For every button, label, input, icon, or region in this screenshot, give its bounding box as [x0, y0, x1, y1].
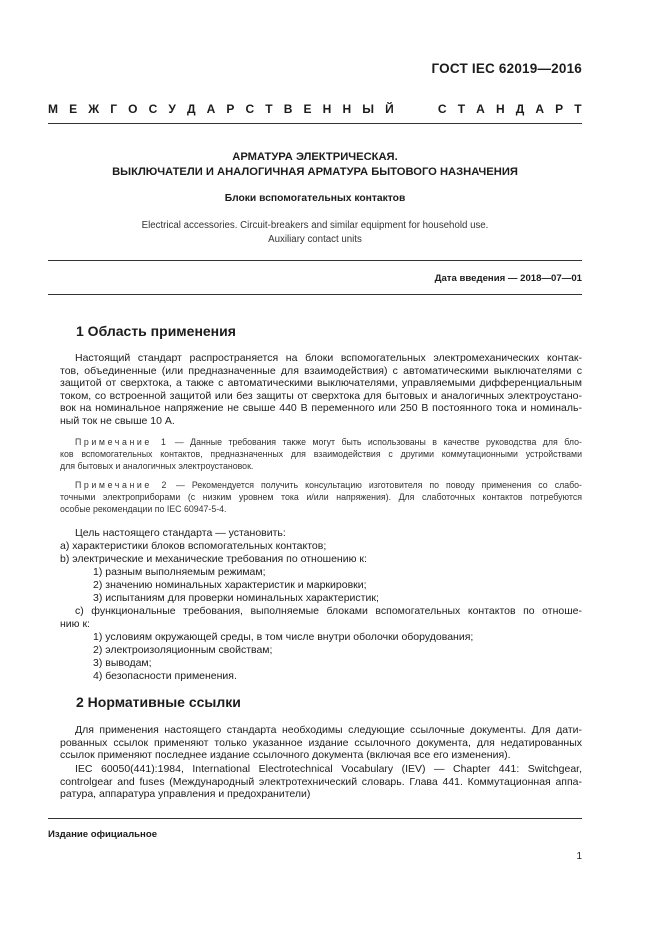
note-2 [60, 479, 582, 515]
english-title [48, 219, 582, 246]
standard-code: ГОСТ IEC 62019—2016 [431, 61, 582, 76]
banner-letter: Н [322, 102, 332, 116]
text-line: ный ток не свыше 10 А. [60, 414, 175, 427]
list-item-c4: 4) безопасности применения. [93, 670, 237, 682]
text-line: ссылок применяют последнее издание ссылочного документа (включая все его изменения). [60, 749, 511, 761]
banner-letter: А [206, 102, 216, 116]
text-line: controlgear and fuses (Международный электротехнический словарь. Глава 441. Коммутационная аппа- [60, 775, 582, 788]
official-edition-label: Издание официальное [48, 829, 158, 840]
text-line: защитой от сверхтока, а также с автоматическими выключателями, управляемыми дифференциальным [60, 377, 582, 389]
introduction-date: Дата введения — 2018—07—01 [434, 273, 582, 284]
text-line: Настоящий стандарт распространяется на блоки вспомогательных электромеханических контак- [75, 352, 582, 364]
text-line: тов, объединенные (или предназначенные для взаимодействия) с автоматическими выключателями с [60, 364, 582, 377]
banner-letter: Й [385, 102, 394, 116]
list-item-b2: 2) значению номинальных характеристик и маркировки; [93, 579, 367, 591]
banner-letter: А [535, 102, 545, 116]
banner-letter: Ы [362, 102, 374, 116]
banner-letter: С [437, 102, 447, 116]
section-2-heading: 2 Нормативные ссылки [76, 694, 241, 710]
list-item-c1: 1) условиям окружающей среды, в том числе внутри оболочки оборудования; [93, 631, 474, 643]
text-line: особые рекомендации по IEC 60947-5-4. [60, 504, 227, 514]
banner-letter: У [168, 102, 176, 116]
banner-letter: Т [265, 102, 273, 116]
banner-letter: Д [186, 102, 196, 116]
header-rule [48, 123, 582, 124]
note-1 [60, 436, 582, 472]
document-title [48, 150, 582, 179]
banner-letter: Г [110, 102, 118, 116]
page-number: 1 [576, 851, 582, 862]
note-label: Примечание 2 [75, 480, 170, 490]
list-item-b3: 3) испытаниям для проверки номинальных характеристик; [93, 592, 379, 604]
text-line: ратура, аппаратура управления и предохранители) [60, 788, 311, 800]
date-rule [48, 294, 582, 295]
section-2-paragraph [60, 724, 582, 762]
banner-letter: А [476, 102, 485, 116]
reference-iec-60050 [60, 763, 582, 801]
banner-letter: Т [457, 102, 466, 116]
text-line [60, 479, 582, 491]
text-line: Для применения настоящего стандарта необходимы следующие ссылочные документы. Для дати- [75, 724, 582, 736]
text-line: c) функциональные требования, выполняемые блоками вспомогательных контактов по отноше- [75, 605, 582, 617]
note-label: Примечание 1 [75, 437, 169, 447]
banner-letter: Т [574, 102, 582, 116]
banner-letter: М [48, 102, 58, 116]
list-item-b1: 1) разным выполняемым режимам; [93, 566, 266, 578]
english-title-line-2: Auxiliary contact units [268, 233, 362, 245]
note-text: — Рекомендуется получить консультацию изготовителя по поводу применения со слабо- [169, 480, 582, 490]
title-line-2: ВЫКЛЮЧАТЕЛИ И АНАЛОГИЧНАЯ АРМАТУРА БЫТОВОГО НАЗНАЧЕНИЯ [112, 165, 518, 178]
banner-letter: Н [342, 102, 352, 116]
section-1-heading: 1 Область применения [76, 323, 236, 339]
document-subtitle: Блоки вспомогательных контактов [224, 193, 406, 204]
text-line: ков вспомогательных контактов, предназначенных для взаимодействия с другими коммутационными устройствами [60, 449, 582, 459]
text-line: точными электроприборами (с низким уровнем тока и/или напряжения). Для слаботочных контактов потребуются [60, 492, 582, 502]
banner-letter: С [148, 102, 158, 116]
list-item-c [60, 605, 582, 630]
title-rule [48, 260, 582, 261]
banner-letter: Р [226, 102, 235, 116]
text-line: вок на номинальное напряжение не свыше 440 В переменного или 250 В постоянного тока и номиналь- [60, 402, 582, 414]
note-text: — Данные требования также могут быть использованы в качестве руководства для бло- [168, 437, 582, 447]
text-line: током, со встроенной защитой или без защиты от сверхтока для бытовых и аналогичных электроустано- [60, 389, 582, 402]
purpose-intro: Цель настоящего стандарта — установить: [75, 527, 286, 539]
text-line: IEC 60050(441):1984, International Electrotechnical Vocabulary (IEV) — Chapter 441: Switchgear, [75, 763, 582, 775]
list-item-c2: 2) электроизоляционным свойствам; [93, 644, 273, 656]
banner-letter: Р [555, 102, 564, 116]
banner-letter: Д [515, 102, 525, 116]
list-item-b: b) электрические и механические требования по отношению к: [60, 553, 367, 565]
footer-rule [48, 818, 582, 819]
list-item-c3: 3) выводам; [93, 657, 152, 669]
interstate-standard-banner [48, 102, 582, 116]
text-line: рованных ссылок применяют только указанное издание ссылочного документа, для недатированных [60, 736, 582, 749]
banner-letter: С [245, 102, 255, 116]
section-1-paragraph [60, 352, 582, 427]
banner-letter: В [283, 102, 293, 116]
text-line: для бытовых и аналогичных электроустановок. [60, 461, 254, 471]
banner-letter: Е [303, 102, 312, 116]
banner-gap [405, 102, 427, 116]
banner-letter: Е [69, 102, 78, 116]
banner-letter: Н [495, 102, 505, 116]
text-line [60, 436, 582, 448]
banner-letter: Ж [88, 102, 100, 116]
list-item-a: a) характеристики блоков вспомогательных контактов; [60, 540, 327, 552]
title-line-1: АРМАТУРА ЭЛЕКТРИЧЕСКАЯ. [232, 151, 398, 163]
banner-letter: О [128, 102, 138, 116]
text-line: нию к: [60, 617, 90, 630]
english-title-line-1: Electrical accessories. Circuit-breakers and similar equipment for household use. [141, 220, 489, 231]
